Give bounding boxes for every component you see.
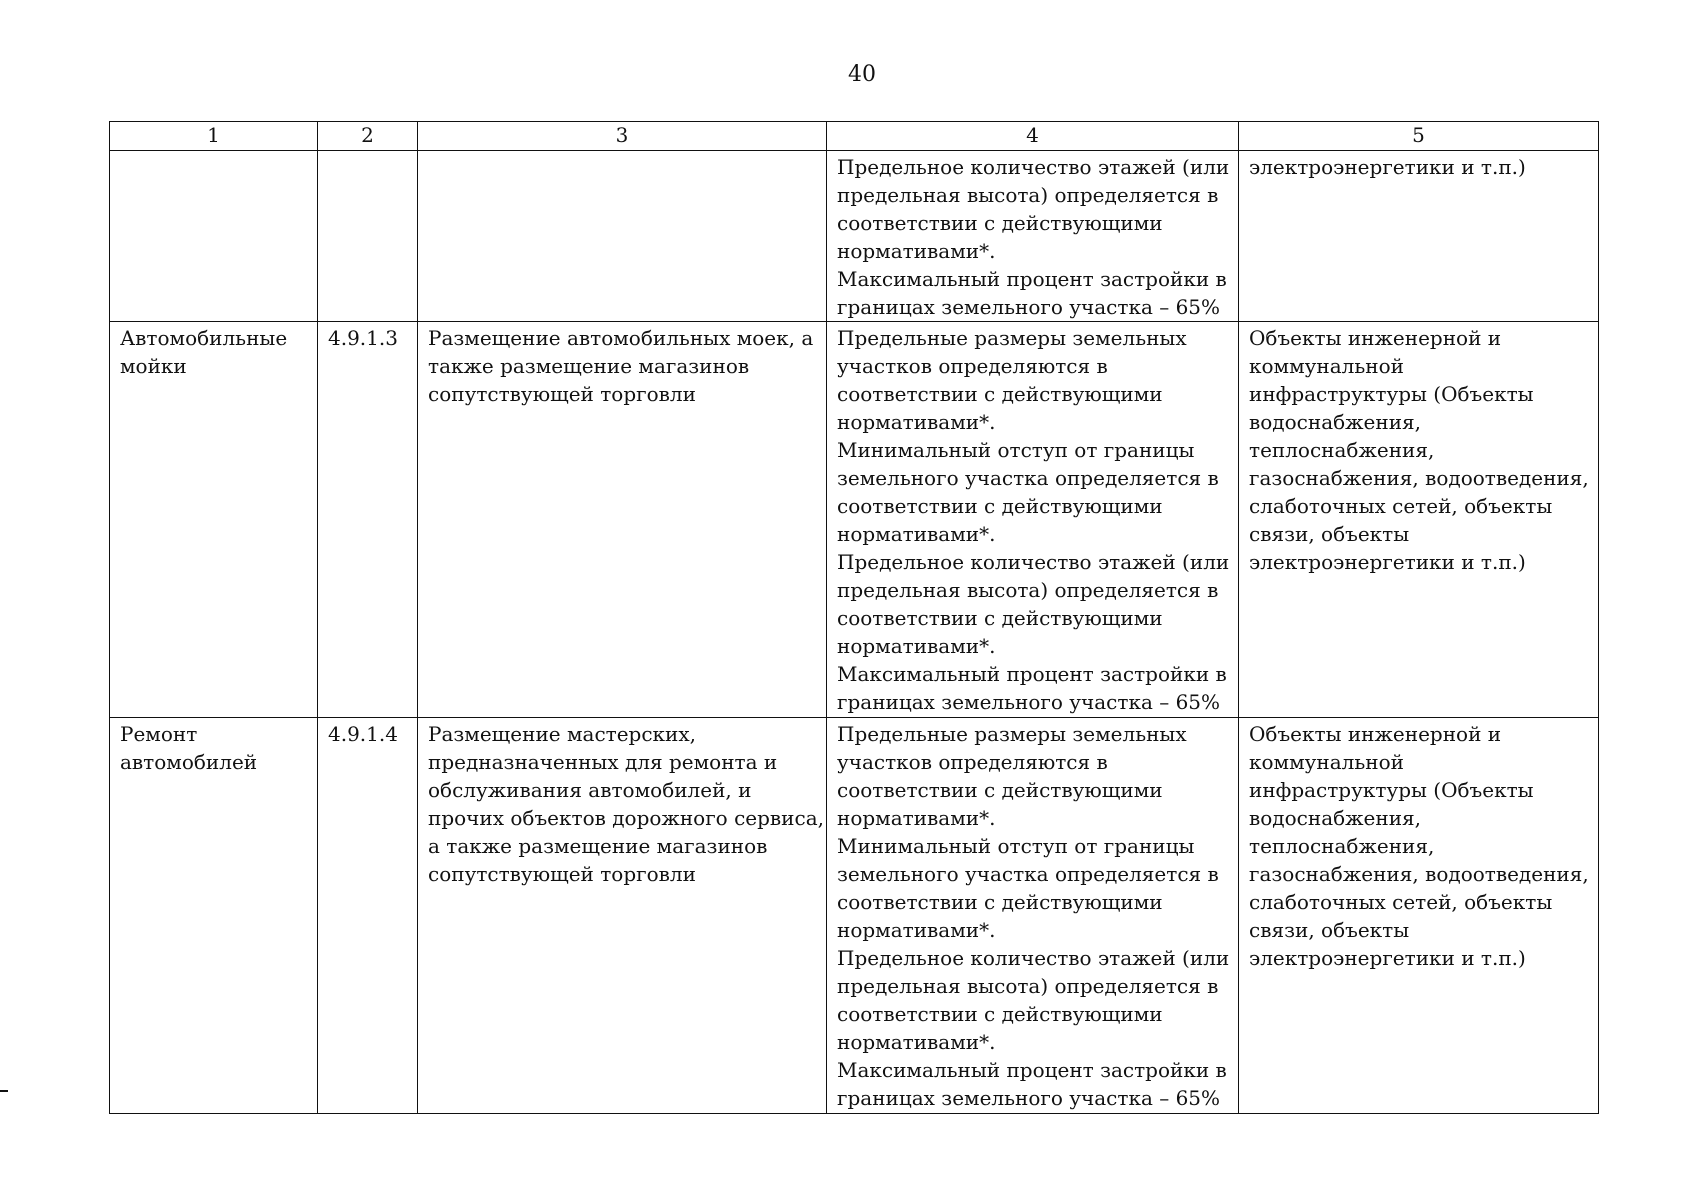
text-line: границах земельного участка – 65%: [837, 690, 1221, 714]
text-line: а также размещение магазинов: [428, 834, 768, 858]
text-line: нормативами*.: [837, 522, 996, 546]
text-line: Предельное количество этажей (или: [837, 155, 1230, 179]
text-line: земельного участка определяется в: [837, 466, 1219, 490]
text-line: земельного участка определяется в: [837, 862, 1219, 886]
text-line: нормативами*.: [837, 634, 996, 658]
text-line: коммунальной: [1249, 354, 1404, 378]
text-line: Предельные размеры земельных: [837, 326, 1187, 350]
column-header-1: 1: [110, 122, 318, 151]
text-line: границах земельного участка – 65%: [837, 295, 1221, 319]
text-line: нормативами*.: [837, 918, 996, 942]
cell-description: [418, 151, 827, 322]
text-line: водоснабжения,: [1249, 806, 1422, 830]
column-header-5: 5: [1239, 122, 1599, 151]
text-line: соответствии с действующими: [837, 1002, 1163, 1026]
cell-name: [110, 151, 318, 322]
text-line: Максимальный процент застройки в: [837, 267, 1227, 291]
text-line: электроэнергетики и т.п.): [1249, 550, 1526, 574]
text-line: 4.9.1.3: [328, 326, 398, 350]
text-line: Ремонт: [120, 722, 198, 746]
cell-name: [110, 718, 318, 1114]
text-line: связи, объекты: [1249, 522, 1410, 546]
text-line: предназначенных для ремонта и: [428, 750, 778, 774]
page-number: 40: [848, 62, 876, 87]
text-line: Минимальный отступ от границы: [837, 834, 1195, 858]
text-line: предельная высота) определяется в: [837, 183, 1219, 207]
text-line: обслуживания автомобилей, и: [428, 778, 752, 802]
text-line: Размещение мастерских,: [428, 722, 697, 746]
cell-facilities: [1239, 718, 1599, 1114]
table-row-continuation: [110, 151, 1599, 322]
cell-description: [418, 322, 827, 718]
text-line: нормативами*.: [837, 1030, 996, 1054]
text-line: участков определяются в: [837, 750, 1108, 774]
text-line: соответствии с действующими: [837, 382, 1163, 406]
text-line: нормативами*.: [837, 239, 996, 263]
text-line: предельная высота) определяется в: [837, 578, 1219, 602]
text-line: Максимальный процент застройки в: [837, 662, 1227, 686]
text-line: теплоснабжения,: [1249, 834, 1435, 858]
text-line: связи, объекты: [1249, 918, 1410, 942]
text-line: 4.9.1.4: [328, 722, 398, 746]
text-line: нормативами*.: [837, 410, 996, 434]
text-line: слаботочных сетей, объекты: [1249, 890, 1553, 914]
text-line: водоснабжения,: [1249, 410, 1422, 434]
table-row-car-wash: [110, 322, 1599, 718]
text-line: соответствии с действующими: [837, 211, 1163, 235]
text-line: также размещение магазинов: [428, 354, 750, 378]
text-line: газоснабжения, водоотведения,: [1249, 466, 1589, 490]
text-line: электроэнергетики и т.п.): [1249, 946, 1526, 970]
text-line: инфраструктуры (Объекты: [1249, 778, 1534, 802]
text-line: границах земельного участка – 65%: [837, 1086, 1221, 1110]
cell-code: [318, 322, 418, 718]
text-line: Объекты инженерной и: [1249, 722, 1502, 746]
text-line: Объекты инженерной и: [1249, 326, 1502, 350]
cell-parameters: [827, 718, 1239, 1114]
text-line: инфраструктуры (Объекты: [1249, 382, 1534, 406]
header-row: [110, 122, 1599, 151]
text-line: участков определяются в: [837, 354, 1108, 378]
text-line: электроэнергетики и т.п.): [1249, 155, 1526, 179]
text-line: Размещение автомобильных моек, а: [428, 326, 814, 350]
table-row-car-repair: [110, 718, 1599, 1114]
text-line: предельная высота) определяется в: [837, 974, 1219, 998]
cell-name: [110, 322, 318, 718]
text-line: Автомобильные: [120, 326, 288, 350]
cell-code: [318, 718, 418, 1114]
text-line: Предельное количество этажей (или: [837, 946, 1230, 970]
text-line: Минимальный отступ от границы: [837, 438, 1195, 462]
text-line: мойки: [120, 354, 187, 378]
zoning-table: [109, 121, 1599, 1114]
text-line: Максимальный процент застройки в: [837, 1058, 1227, 1082]
text-line: соответствии с действующими: [837, 606, 1163, 630]
text-line: соответствии с действующими: [837, 890, 1163, 914]
cell-facilities: [1239, 151, 1599, 322]
text-line: газоснабжения, водоотведения,: [1249, 862, 1589, 886]
text-line: коммунальной: [1249, 750, 1404, 774]
text-line: прочих объектов дорожного сервиса,: [428, 806, 824, 830]
column-header-3: 3: [418, 122, 827, 151]
margin-mark: [0, 1090, 8, 1092]
text-line: автомобилей: [120, 750, 258, 774]
cell-code: [318, 151, 418, 322]
cell-facilities: [1239, 322, 1599, 718]
text-line: слаботочных сетей, объекты: [1249, 494, 1553, 518]
column-header-4: 4: [827, 122, 1239, 151]
text-line: Предельное количество этажей (или: [837, 550, 1230, 574]
text-line: нормативами*.: [837, 806, 996, 830]
text-line: Предельные размеры земельных: [837, 722, 1187, 746]
text-line: соответствии с действующими: [837, 494, 1163, 518]
cell-parameters: [827, 151, 1239, 322]
text-line: сопутствующей торговли: [428, 862, 696, 886]
text-line: теплоснабжения,: [1249, 438, 1435, 462]
cell-description: [418, 718, 827, 1114]
cell-parameters: [827, 322, 1239, 718]
column-header-2: 2: [318, 122, 418, 151]
text-line: соответствии с действующими: [837, 778, 1163, 802]
text-line: сопутствующей торговли: [428, 382, 696, 406]
